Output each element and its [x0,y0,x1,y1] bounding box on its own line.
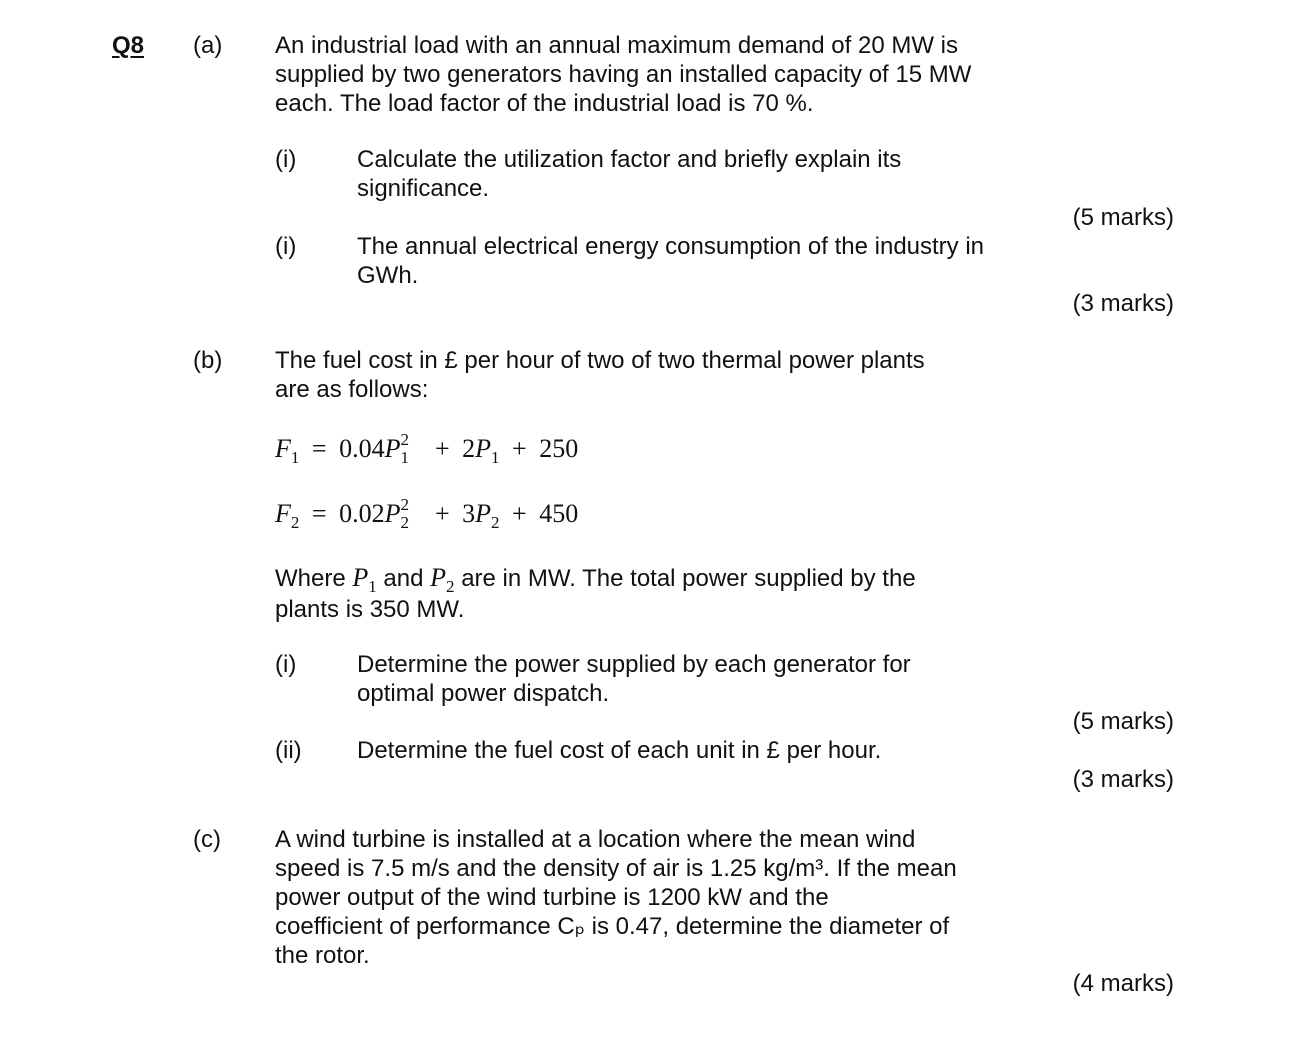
part-b-item-1-number: (i) [275,651,297,678]
part-c-line-2: speed is 7.5 m/s and the density of air is 1.25 kg/m³. If the mean [275,855,957,882]
eq2-plus-2: + [512,499,527,528]
part-b-item-1-marks: (5 marks) [1072,708,1174,735]
part-a-item-1-marks: (5 marks) [1072,204,1174,231]
part-a-label: (a) [193,32,223,59]
part-a-text [275,31,971,118]
part-a-line-2: supplied by two generators having an installed capacity of 15 MW [275,61,972,88]
part-b-item-2-marks: (3 marks) [1072,766,1174,793]
part-c-line-3: power output of the wind turbine is 1200 kW and the [275,884,829,911]
part-c-line-1: A wind turbine is installed at a location where the mean wind [275,826,916,853]
eq2-coef-1: 0.02 [339,499,385,528]
eq1-equals: = [311,434,327,463]
eq2-constant: 450 [539,499,579,528]
where-rest: are in MW. The total power supplied by the [454,565,916,592]
part-b-where-line-1 [275,563,916,595]
eq1-lhs-sub: 1 [290,448,300,467]
eq1-var-1-sub: 1 [400,448,409,467]
eq2-lhs-sub: 2 [290,513,300,532]
eq2-var-1-sub: 2 [400,513,409,532]
part-a-item-2-line-1: The annual electrical energy consumption of the industry in [357,233,985,260]
part-b-where [275,563,916,624]
part-a-item-2-line-2: GWh. [357,262,419,289]
part-b-item-2-number: (ii) [275,737,302,764]
part-b-label: (b) [193,347,223,374]
part-b-line-2: are as follows: [275,376,429,403]
eq1-constant: 250 [539,434,579,463]
part-a-item-2-number: (i) [275,233,297,260]
part-b-item-1-line-1: Determine the power supplied by each generator for [357,651,911,678]
equation-f2 [275,495,579,532]
part-a-line-1: An industrial load with an annual maximum demand of 20 MW is [275,32,958,59]
part-a-item-1-number: (i) [275,146,297,173]
eq2-power: 2 [400,495,409,514]
part-c-line-4: coefficient of performance Cₚ is 0.47, determine the diameter of [275,913,950,940]
eq1-power: 2 [400,430,409,449]
eq2-plus-1: + [434,499,450,528]
eq2-var-1: P [384,499,401,528]
eq2-var-2: P [475,499,492,528]
where-and: and [376,565,431,592]
part-b-line-1: The fuel cost in £ per hour of two of two thermal power plants [275,347,925,374]
where-p2: P [430,563,447,592]
part-c-line-5: the rotor. [275,942,370,969]
part-b-item-1-text [357,650,911,708]
question-number: Q8 [112,32,145,59]
part-b-where-line-2: plants is 350 MW. [275,596,465,623]
eq1-var-2: P [475,434,492,463]
eq1-coef-1: 0.04 [339,434,385,463]
where-p1-sub: 1 [368,577,377,596]
part-a-item-1-line-1: Calculate the utilization factor and briefly explain its [357,146,902,173]
part-c-label: (c) [193,826,221,853]
part-a-item-1-text [357,145,901,203]
part-c-marks: (4 marks) [1072,970,1174,997]
part-b-text [275,346,925,404]
where-prefix: Where [275,565,353,592]
part-b-item-1-line-2: optimal power dispatch. [357,680,610,707]
part-a-line-3: each. The load factor of the industrial load is 70 %. [275,90,814,117]
eq2-var-2-sub: 2 [491,513,500,532]
part-a-item-1-line-2: significance. [357,175,490,202]
part-c-text [275,825,957,970]
eq1-plus-1: + [434,434,450,463]
where-p1: P [352,563,369,592]
eq1-plus-2: + [512,434,527,463]
part-a-item-2-marks: (3 marks) [1072,290,1174,317]
eq1-var-2-sub: 1 [491,448,500,467]
eq2-lhs: F [275,499,291,528]
where-p2-sub: 2 [446,577,455,596]
part-b-item-2-text: Determine the fuel cost of each unit in £ per hour. [357,737,882,764]
eq1-lhs: F [275,434,291,463]
eq1-coef-2: 2 [462,434,476,463]
equation-f1 [275,430,579,467]
part-a-item-2-text [357,232,984,290]
eq2-coef-2: 3 [462,499,476,528]
eq1-var-1: P [384,434,401,463]
eq2-equals: = [311,499,327,528]
